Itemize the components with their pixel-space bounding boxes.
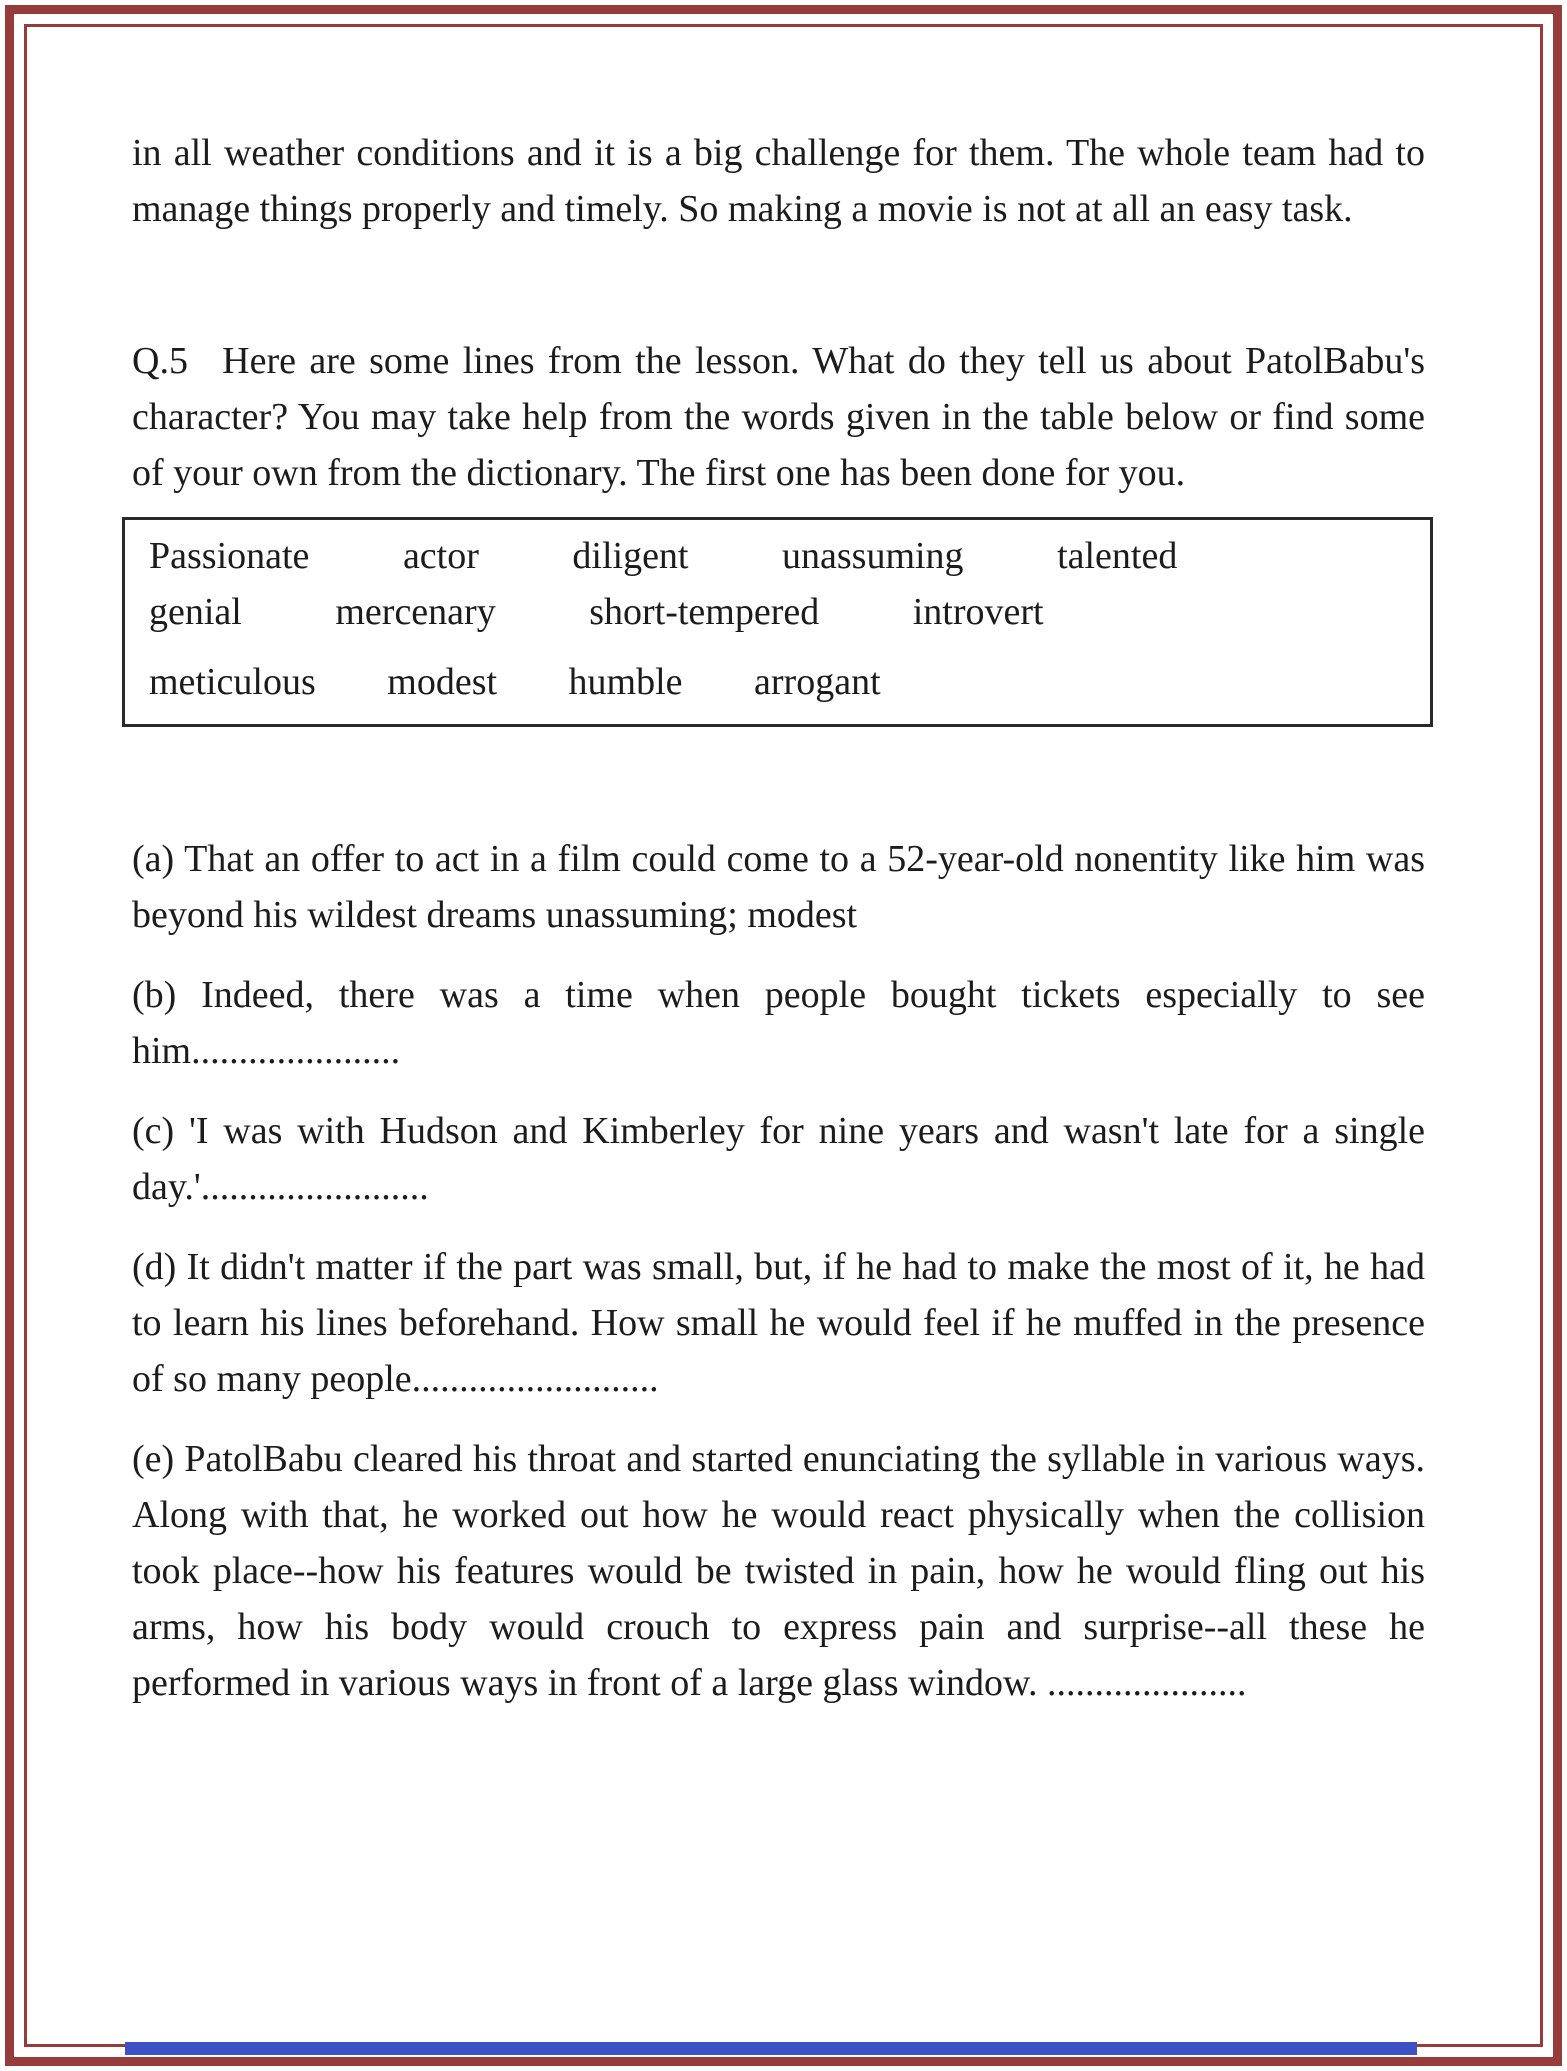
word: introvert <box>912 591 1044 633</box>
word-table <box>122 517 1433 727</box>
word: diligent <box>572 535 689 577</box>
word-row-2 <box>149 584 1416 640</box>
intro-paragraph: in all weather conditions and it is a big challenge for them. The whole team had to manage things properly and timely. So making a movie is not at all an easy task. <box>132 132 1425 230</box>
question-paragraph <box>132 333 1425 501</box>
word: unassuming <box>782 535 964 577</box>
item-e: (e) PatolBabu cleared his throat and started enunciating the syllable in various ways. Along with that, he worked out how he would react physically when the collision took place--how his features would be twisted in pain, how he would fling out his arms, how his body would crouch to express pain and surprise--all these he performed in various ways in front of a large glass window. ..................... <box>132 1438 1425 1704</box>
word: actor <box>402 535 479 577</box>
item-a: (a) That an offer to act in a film could come to a 52-year-old nonentity like him was beyond his wildest dreams unassuming; modest <box>132 838 1425 936</box>
word: Passionate <box>149 535 310 577</box>
word: humble <box>568 661 683 703</box>
word: meticulous <box>149 661 316 703</box>
question-text: Here are some lines from the lesson. What do they tell us about PatolBabu's character? You may take help from the words given in the table below or find some of your own from the dictionary. The first one has been done for you. <box>132 340 1425 494</box>
word-row-3 <box>149 654 1416 710</box>
word: mercenary <box>335 591 496 633</box>
answer-items <box>132 831 1425 1711</box>
document-content <box>132 125 1425 1711</box>
word-row-1 <box>149 528 1416 584</box>
bottom-blue-strip <box>125 2042 1417 2055</box>
word: short-tempered <box>589 591 820 633</box>
word: talented <box>1057 535 1178 577</box>
question-number: Q.5 <box>132 340 188 382</box>
item-b: (b) Indeed, there was a time when people bought tickets especially to see him...................... <box>132 974 1425 1072</box>
word: arrogant <box>754 661 881 703</box>
item-d: (d) It didn't matter if the part was small, but, if he had to make the most of it, he had to learn his lines beforehand. How small he would feel if he muffed in the presence of so many people.......................... <box>132 1246 1425 1400</box>
word: modest <box>387 661 498 703</box>
word: genial <box>149 591 242 633</box>
item-c: (c) 'I was with Hudson and Kimberley for nine years and wasn't late for a single day.'........................ <box>132 1110 1425 1208</box>
